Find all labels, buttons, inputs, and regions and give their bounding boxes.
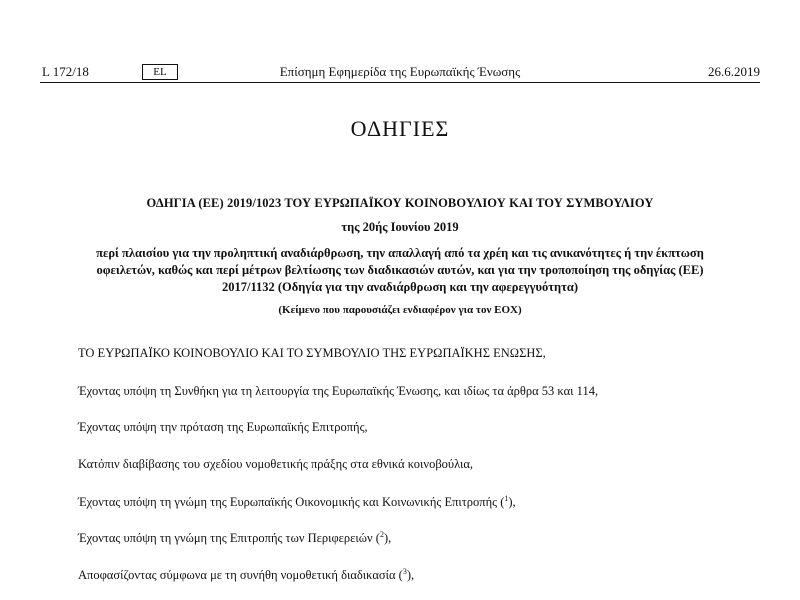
eea-note: (Κείμενο που παρουσιάζει ενδιαφέρον για τον ΕΟΧ)	[278, 304, 522, 316]
preamble-paragraph: Έχοντας υπόψη τη Συνθήκη για τη λειτουργία της Ευρωπαϊκής Ένωσης, και ιδίως τα άρθρα 53 και 114,	[78, 384, 599, 398]
journal-title: Επίσημη Εφημερίδα της Ευρωπαϊκής Ένωσης	[279, 64, 521, 79]
section-title: ΟΔΗΓΙΕΣ	[350, 116, 450, 141]
paragraph-text: Έχοντας υπόψη τη γνώμη της Ευρωπαϊκής Οικονομικής και Κοινωνικής Επιτροπής (	[78, 495, 505, 510]
language-badge: EL	[142, 64, 178, 80]
issue-number: L 172/18	[42, 64, 89, 79]
paragraph-text-end: ),	[508, 495, 516, 510]
publication-date: 26.6.2019	[708, 64, 760, 79]
paragraph-text: Έχοντας υπόψη τη γνώμη της Επιτροπής των Περιφερειών (	[78, 531, 380, 546]
paragraph-text-end: ),	[383, 531, 392, 546]
preamble-paragraph	[78, 530, 730, 546]
header-rule	[40, 82, 760, 83]
preamble-paragraph: Κατόπιν διαβίβασης του σχεδίου νομοθετικής πράξης στα εθνικά κοινοβούλια,	[78, 457, 474, 471]
preamble-paragraph	[78, 494, 730, 510]
directive-title: ΟΔΗΓΙΑ (ΕΕ) 2019/1023 ΤΟΥ ΕΥΡΩΠΑΪΚΟΥ ΚΟΙΝΟΒΟΥΛΙΟΥ ΚΑΙ ΤΟΥ ΣΥΜΒΟΥΛΙΟΥ	[146, 196, 654, 210]
directive-subject: περί πλαισίου για την προληπτική αναδιάρθρωση, την απαλλαγή από τα χρέη και τις ανικανότητες ή την έκπτωση οφειλετών, καθώς και περί μέτρων βελτίωσης των διαδικασιών αυτών, και για την τροποποίηση της οδηγίας (ΕΕ) 2017/1132 (Οδηγία για την αναδιάρθρωση και την αφερεγγυότητα)	[96, 246, 704, 294]
footnote-ref-link[interactable]: 3	[402, 567, 407, 576]
footnote-ref-link[interactable]: 1	[504, 494, 509, 503]
directive-date: της 20ής Ιουνίου 2019	[341, 220, 459, 234]
paragraph-text-end: ),	[406, 568, 415, 583]
preamble-paragraph: ΤΟ ΕΥΡΩΠΑΪΚΟ ΚΟΙΝΟΒΟΥΛΙΟ ΚΑΙ ΤΟ ΣΥΜΒΟΥΛΙΟ ΤΗΣ ΕΥΡΩΠΑΪΚΗΣ ΕΝΩΣΗΣ,	[78, 346, 546, 360]
paragraph-text: Αποφασίζοντας σύμφωνα με τη συνήθη νομοθετική διαδικασία (	[78, 568, 403, 583]
preamble-paragraph	[78, 567, 730, 583]
footnote-ref-link[interactable]: 2	[379, 530, 384, 539]
preamble-paragraph: Έχοντας υπόψη την πρόταση της Ευρωπαϊκής Επιτροπής,	[78, 420, 368, 434]
